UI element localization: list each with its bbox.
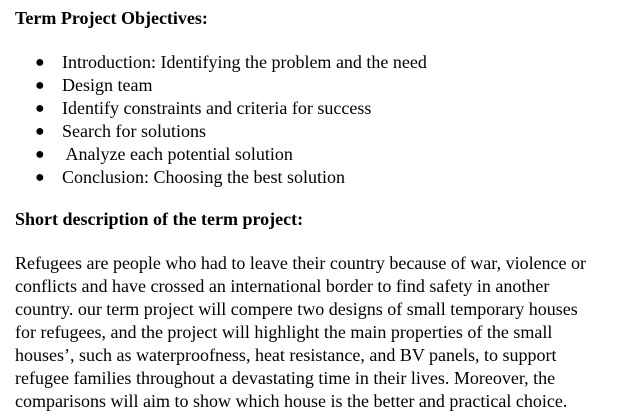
objective-text: Conclusion: Choosing the best solution — [62, 167, 346, 187]
description-heading: Short description of the term project: — [15, 209, 304, 229]
paragraph-line: houses’, such as waterproofness, heat resistance, and BV panels, to support — [15, 345, 557, 365]
bullet-icon: ● — [35, 100, 45, 117]
paragraph-line: conflicts and have crossed an international border to find safety in another — [15, 276, 550, 296]
objective-text: Design team — [62, 75, 153, 95]
description-paragraph — [15, 252, 620, 413]
bullet-icon: ● — [35, 146, 45, 163]
bullet-icon: ● — [35, 77, 45, 94]
paragraph-line: Refugees are people who had to leave their country because of war, violence or — [15, 253, 587, 273]
objectives-heading: Term Project Objectives: — [15, 8, 208, 28]
paragraph-line: country. our term project will compere two designs of small temporary houses — [15, 299, 578, 319]
bullet-icon: ● — [35, 169, 45, 186]
objective-text: Search for solutions — [62, 121, 206, 141]
objective-text: Analyze each potential solution — [62, 144, 293, 164]
paragraph-line: comparisons will aim to show which house is the better and practical choice. — [15, 391, 568, 411]
objective-text: Introduction: Identifying the problem and the need — [62, 52, 427, 72]
objective-text: Identify constraints and criteria for success — [62, 98, 372, 118]
paragraph-line: for refugees, and the project will highlight the main properties of the small — [15, 322, 553, 342]
paragraph-line: refugee families throughout a devastating time in their lives. Moreover, the — [15, 368, 556, 388]
bullet-icon: ● — [35, 54, 45, 71]
bullet-icon: ● — [35, 123, 45, 140]
